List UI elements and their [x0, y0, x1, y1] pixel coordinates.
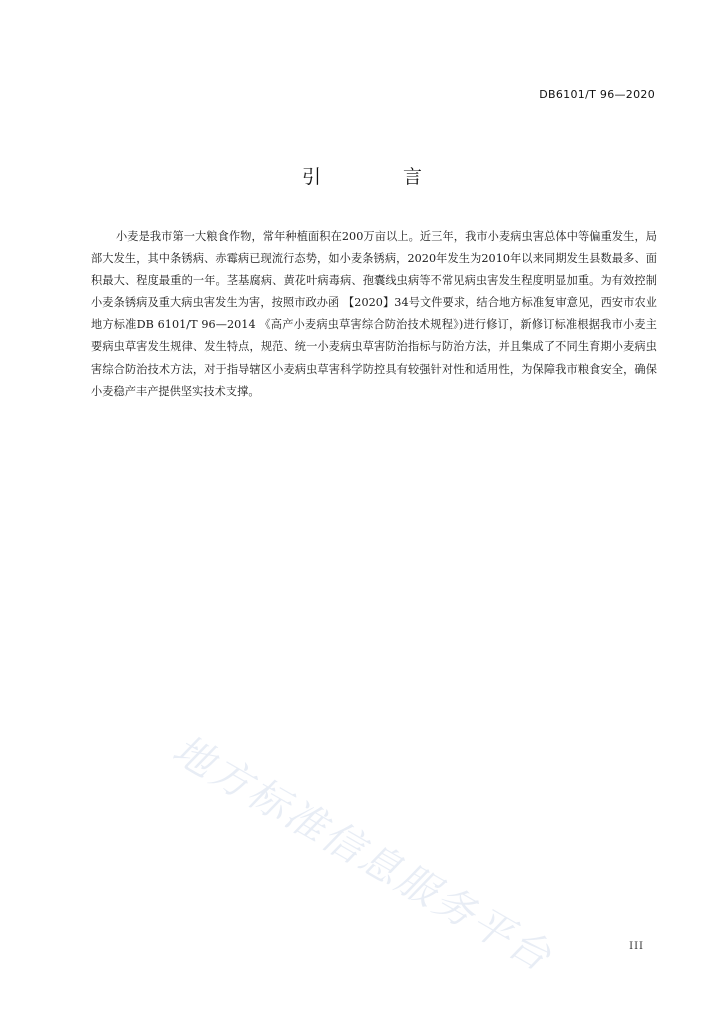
- watermark: 地方标准信息服务平台: [164, 726, 561, 982]
- section-title: 引 言: [301, 166, 461, 188]
- introduction-paragraph: 小麦是我市第一大粮食作物，常年种植面积在200万亩以上。近三年，我市小麦病虫害总体中等偏重发生，局部大发生，其中条锈病、赤霉病已现流行态势，如小麦条锈病，2020年发生为2010年以来同期发生县数最多、面积最大、程度最重的一年。茎基腐病、黄花叶病毒病、孢囊线虫病等不常见病虫害发生程度明显加重。为有效控制小麦条锈病及重大病虫害发生为害，按照市政办函 【2020】34号文件要求，结合地方标准复审意见，西安市农业地方标准DB 6101/T 96—2014 《高产小麦病虫草害综合防治技术规程》)进行修订，新修订标准根据我市小麦主要病虫草害发生规律、发生特点，规范、统一小麦病虫草害防治指标与防治方法，并且集成了不同生育期小麦病虫害综合防治技术方法，对于指导辖区小麦病虫草害科学防控具有较强针对性和适用性，为保障我市粮食安全，确保小麦稳产丰产提供坚实技术支撑。: [91, 230, 657, 398]
- page-number: III: [629, 941, 644, 952]
- document-number: DB6101/T 96—2020: [539, 88, 655, 101]
